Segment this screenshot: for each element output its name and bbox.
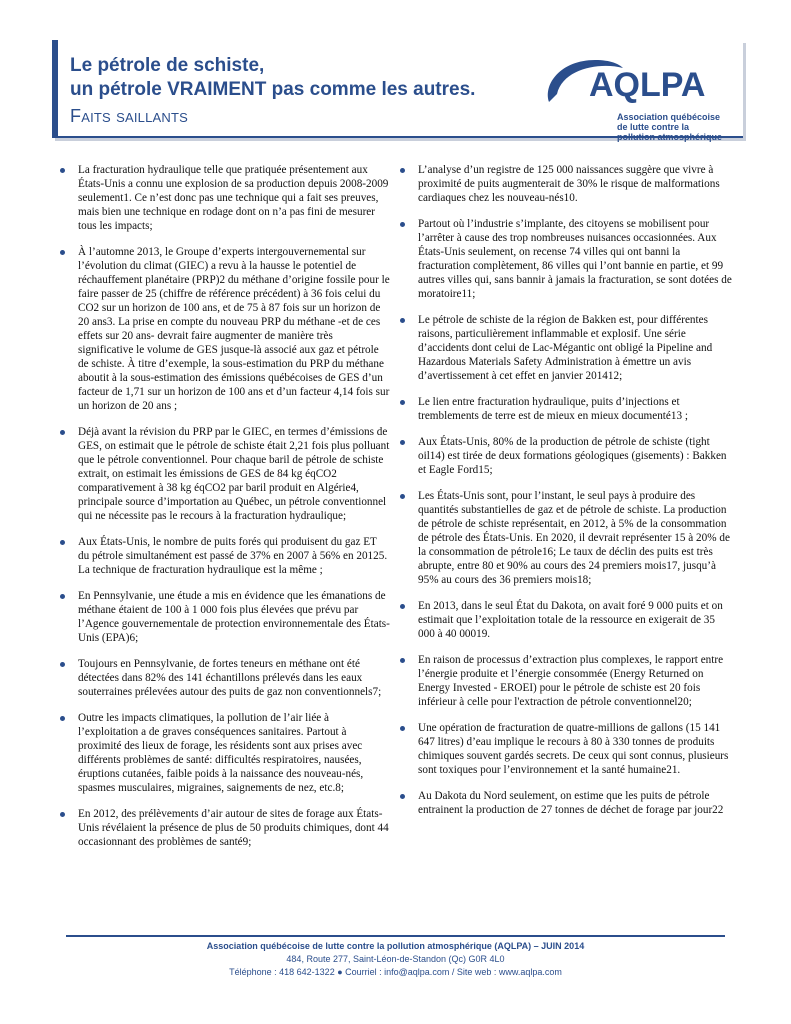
bullet-text-content: Déjà avant la révision du PRP par le GIEC, en termes d’émissions de GES, on estimait que le pétrole de schiste était 2,21 fois plus polluant que le pétrole conventionnel. Pour chaque baril de pétrole de schiste extrait, on estimait les émissions de GES de 84 kg éqCO2 comparativement à 38 kg éqCO2 par baril produit en Algérie4, principale source d’importation au Québec, un pétrole conventionnel qui ne nécessite pas le recours à la fracturation hydraulique; (78, 426, 390, 522)
bullet-text-content: Les États-Unis sont, pour l’instant, le seul pays à produire des quantités substantielles de gaz et de pétrole de schiste. La production de pétrole de schiste représentait, en 2012, à 5% de la consommation de pétrole des États-Unis. En 2020, il devrait représenter 15 à 20% de la consommation de pétrole16; Le taux de déclin des puits est très abrupte, entre 80 et 90% au cours des 24 premiers mois17, jusqu’à 95% au cours des 36 premiers mois18; (418, 490, 730, 586)
bullet-item (400, 653, 734, 709)
bullet-text-content: Le pétrole de schiste de la région de Bakken est, pour différentes raisons, particulièrement inflammable et explosif. Une série d’accidents dont celui de Lac-Mégantic ont obligé la Pipeline and Hazardous Materials Safety Administration à émettre un avis d’avertissement à cet effet en janvier 201412; (418, 314, 713, 382)
bullet-text (418, 163, 734, 205)
bullet-icon (60, 812, 65, 817)
header-box (52, 40, 743, 142)
title-line-2: un pétrole VRAIMENT pas comme les autres. (70, 79, 476, 100)
bullet-text (418, 653, 734, 709)
page-title (70, 54, 475, 102)
bullet-item (400, 489, 734, 587)
bullet-icon (60, 594, 65, 599)
bullet-item (60, 807, 390, 849)
bullet-text (78, 807, 390, 849)
bullet-item (60, 245, 390, 413)
bullet-text-content: Aux États-Unis, le nombre de puits forés qui produisent du gaz ET du pétrole simultanément est passé de 37% en 2007 à 56% en 20125. La technique de fracturation hydraulique est la même ; (78, 536, 388, 576)
bullet-icon (400, 168, 405, 173)
bullet-text-content: En 2013, dans le seul État du Dakota, on avait foré 9 000 puits et on estimait que l’exploitation totale de la ressource en exigerait de 35 000 à 40 00019. (418, 600, 723, 640)
logo-caption-line: de lutte contre la (617, 122, 690, 132)
bullet-icon (60, 540, 65, 545)
bullet-icon (400, 318, 405, 323)
bullet-text (78, 535, 390, 577)
bullet-text (418, 217, 734, 301)
bullet-icon (400, 440, 405, 445)
bullet-item (400, 313, 734, 383)
bullet-text-content: En Pennsylvanie, une étude a mis en évidence que les émanations de méthane étaient de 100 à 1 000 fois plus élevées que prévu par l’Agence gouvernementale de protection environnementale des États-Unis (EPA)6; (78, 590, 390, 644)
left-column (60, 163, 390, 861)
bullet-item (400, 721, 734, 777)
bullet-icon (60, 716, 65, 721)
bullet-text-content: Au Dakota du Nord seulement, on estime que les puits de pétrole entrainent la production de 27 tonnes de déchet de forage par jour22 (418, 790, 724, 816)
bullet-icon (400, 794, 405, 799)
bullet-item (400, 435, 734, 477)
bullet-item (400, 217, 734, 301)
bullet-icon (400, 658, 405, 663)
bullet-item (60, 535, 390, 577)
bullet-text (78, 163, 390, 233)
footer-organization: Association québécoise de lutte contre la pollution atmosphérique (AQLPA) – JUIN 2014 (206, 941, 585, 951)
bullet-text (78, 425, 390, 523)
bullet-item (60, 589, 390, 645)
bullet-item (60, 425, 390, 523)
bullet-text-content: Le lien entre fracturation hydraulique, puits d’injections et tremblements de terre est de mieux en mieux documenté13 ; (418, 396, 688, 422)
bullet-text-content: À l’automne 2013, le Groupe d’experts intergouvernemental sur l’évolution du climat (GIEC) a revu à la hausse le potentiel de réchauffement planétaire (PRP)2 du méthane d’origine fossile pour le faire passer de 25 (chiffre de référence précédent) à 36 fois celui du CO2 sur un horizon de 100 ans, et de 75 à 87 fois sur un horizon de 20 ans3. La prise en compte du nouveau PRP du méthane -et de ces effets sur 20 ans- devrait faire augmenter de manière très significative le volume de GES jusque-là associé aux gaz et pétrole de schiste. À titre d’exemple, la sous-estimation du PRP du méthane aboutit à la sous-estimation des émissions québécoises de GES d’un facteur de 1,71 sur un horizon de 100 ans et d’un facteur 4,14 fois sur un horizon de 20 ans ; (78, 246, 390, 412)
bullet-item (400, 163, 734, 205)
bullet-text (78, 657, 390, 699)
bullet-text-content: En 2012, des prélèvements d’air autour de sites de forage aux États-Unis révélaient la présence de plus de 50 produits chimiques, dont 44 occasionnant des problèmes de santé9; (78, 808, 389, 848)
bullet-item (400, 599, 734, 641)
logo-text: AQLPA (589, 66, 706, 104)
logo-caption-line: pollution atmosphérique (617, 132, 722, 142)
page-subtitle: Faits saillants (70, 106, 188, 126)
bullet-icon (400, 222, 405, 227)
bullet-text-content: Toujours en Pennsylvanie, de fortes teneurs en méthane ont été détectées dans 82% des 141 échantillons prélevés dans les eaux souterraines prélevées autour des puits de gaz non conventionnels7; (78, 658, 382, 698)
bullet-text (418, 489, 734, 587)
bullet-text-content: La fracturation hydraulique telle que pratiquée présentement aux États-Unis a connu une explosion de sa production depuis 2008-2009 seulement1. Ce n’est donc pas une technique qui a fait ses preuves, mais bien une technique en rodage dont on n’a pas fini de mesurer tous les impacts; (78, 164, 389, 232)
bullet-text (78, 245, 390, 413)
bullet-text (78, 711, 390, 795)
bullet-item (400, 395, 734, 423)
bullet-text-content: L’analyse d’un registre de 125 000 naissances suggère que vivre à proximité de puits augmenterait de 30% le risque de malformations cardiaques chez les nouveau-nés10. (418, 164, 720, 204)
bullet-item (60, 657, 390, 699)
logo-caption (617, 112, 722, 142)
bullet-text (418, 789, 734, 817)
title-line-1: Le pétrole de schiste, (70, 55, 265, 76)
bullet-text (418, 721, 734, 777)
bullet-item (400, 789, 734, 817)
logo-caption-line: Association québécoise (617, 112, 721, 122)
bullet-text (418, 395, 734, 423)
bullet-icon (400, 604, 405, 609)
aqlpa-logo (541, 54, 731, 142)
bullet-icon (400, 726, 405, 731)
bullet-text-content: Partout où l’industrie s’implante, des citoyens se mobilisent pour l’arrêter à cause des trop nombreuses nuisances occasionnées. Aux États-Unis seulement, on recense 74 villes qui ont banni la fracturation complètement, 86 villes qui l’ont bannie en partie, et 99 autres villes qui, sans bannir à jamais la fracturation, se sont dotées de moratoire11; (418, 218, 732, 300)
bullet-text-content: En raison de processus d’extraction plus complexes, le rapport entre l’énergie produite et l’énergie consommée (Energy Returned on Energy Invested - EROEI) pour le pétrole de schiste est 20 fois inférieur à celle pour l'extraction de pétrole conventionnel20; (418, 654, 724, 708)
footer-contact: Téléphone : 418 642-1322 ● Courriel : info@aqlpa.com / Site web : www.aqlpa.com (229, 967, 562, 977)
bullet-icon (60, 430, 65, 435)
bullet-text (418, 313, 734, 383)
bullet-text-content: Aux États-Unis, 80% de la production de pétrole de schiste (tight oil14) est tirée de deux formations géologiques (gisements) : Bakken et Eagle Ford15; (418, 436, 727, 476)
bullet-icon (400, 400, 405, 405)
footer-divider (66, 935, 725, 937)
bullet-text (418, 435, 734, 477)
bullet-item (60, 711, 390, 795)
bullet-item (60, 163, 390, 233)
bullet-text-content: Outre les impacts climatiques, la pollution de l’air liée à l’exploitation a de graves conséquences sanitaires. Partout à proximité des lieux de forage, les résidents sont aux prises avec différents problèmes de santé: difficultés respiratoires, nausées, éruptions cutanées, faible poids à la naissance des nouveau-nés, spasmes musculaires, migraines, saignements de nez, etc.8; (78, 712, 364, 794)
bullet-icon (60, 250, 65, 255)
bullet-text (78, 589, 390, 645)
right-column (400, 163, 734, 829)
bullet-icon (60, 168, 65, 173)
footer (66, 940, 725, 979)
bullet-icon (60, 662, 65, 667)
bullet-text (418, 599, 734, 641)
footer-address: 484, Route 277, Saint-Léon-de-Standon (Qc) G0R 4L0 (286, 954, 505, 964)
bullet-text-content: Une opération de fracturation de quatre-millions de gallons (15 141 647 litres) d’eau implique le recours à 80 à 330 tonnes de produits chimiques souvent gardés secrets. De ceux qui sont connus, plusieurs sont toxiques pour l’environnement et la santé humaine21. (418, 722, 729, 776)
bullet-icon (400, 494, 405, 499)
